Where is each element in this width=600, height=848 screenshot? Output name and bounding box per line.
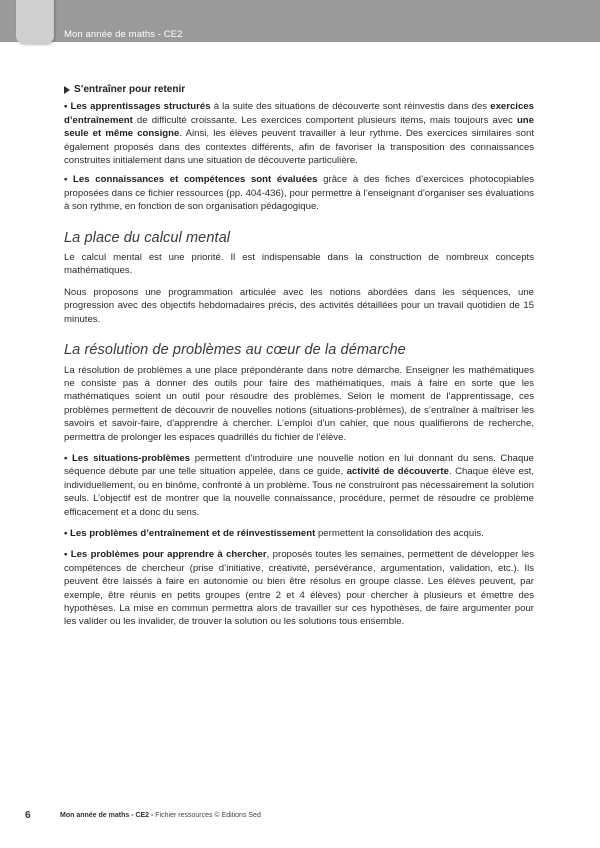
subsection-heading <box>64 83 534 96</box>
text-run: à la suite des situations de découverte sont réinvestis dans des <box>210 101 491 113</box>
header-tab-decoration <box>16 0 54 44</box>
bold-phrase: • Les problèmes d’entraînement et de réinvestissement <box>64 527 316 539</box>
bold-phrase: une seule et même consigne <box>64 114 534 140</box>
paragraph-apprendre-chercher <box>64 548 534 628</box>
text-run: permettent d’introduire une nouvelle notion en lui donnant du sens. Chaque séquence débute par une telle situation appelée, dans ce guide, <box>64 452 534 478</box>
section-title-resolution-problemes: La résolution de problèmes au cœur de la démarche <box>64 342 406 359</box>
text-run: permettent la consolidation des acquis. <box>315 527 484 539</box>
footer-credit <box>60 812 261 819</box>
page-content <box>64 83 534 629</box>
paragraph-calcul-1: Le calcul mental est une priorité. Il est indispensable dans la construction de nombreux concepts mathématiques. <box>64 252 534 277</box>
bold-phrase: • Les situations-problèmes <box>64 452 191 464</box>
page-footer <box>0 810 600 824</box>
text-run: . Chaque élève est, individuellement, ou en binôme, confronté à un problème. Tous ne construiront pas nécessairement la solution seuls. L’objectif est de montrer que la nouvelle connaissance, procédure, permet de résoudre ce problème efficacement et a donc du sens. <box>64 466 534 518</box>
paragraph-problemes-1: La résolution de problèmes a une place prépondérante dans notre démarche. Enseigner les mathématiques ne consiste pas à donner des outils pour faire des mathématiques, mais à faire en sorte que les mathématiques soient un outil pour résoudre des problèmes. Selon le moment de l’apprentissage, ces problèmes permettent de découvrir de nouvelles notions (situations-problèmes), de s’entraîner à maîtriser les savoirs et savoir-faire, d’apprendre à chercher. L’emploi d’un cahier, que nous qualifierons de recherche, permettra de prolonger les espaces quadrillés du fichier de l’élève. <box>64 364 534 443</box>
bold-phrase: • Les problèmes pour apprendre à chercher <box>64 549 267 561</box>
running-header-title: Mon année de maths - CE2 <box>64 29 183 40</box>
bold-phrase: activité de découverte <box>346 466 449 478</box>
triangle-bullet-icon <box>64 86 70 94</box>
bold-phrase: • Les connaissances et compétences sont évaluées <box>64 174 318 186</box>
section-title-calcul-mental: La place du calcul mental <box>64 229 231 246</box>
paragraph-entrainement <box>64 527 534 540</box>
page-number: 6 <box>25 810 31 821</box>
text-run: , proposés toutes les semaines, permettent de développer les compétences de chercheur (prise d’initiative, créativité, persévérance, argumentation, validation, etc.). Ils peuvent être laissés à faire en autonomie ou bien être résolus en groupe classe. Les élèves peuvent, par exemple, être réunis en petits groupes (entre 2 et 4 élèves) pour chercher à plusieurs et émettre des hypothèses. La mise en commun permettra alors de travailler sur ces hypothèses, de faire argumenter pour les valider ou les invalider, de trouver la solution ou les solutions tous ensemble. <box>64 549 534 628</box>
bold-phrase: • Les apprentissages structurés <box>64 101 211 113</box>
bold-phrase: exercices d’entraînement <box>64 101 534 126</box>
paragraph-calcul-2: Nous proposons une programmation articulée avec les notions abordées dans les séquences, une progression avec des objectifs hebdomadaires précis, des activités détaillées pour un travail quotidien de 15 minutes. <box>64 286 534 325</box>
subsection-heading-text: S’entraîner pour retenir <box>74 84 186 95</box>
paragraph-evaluations <box>64 173 534 213</box>
text-run: . Ainsi, les élèves peuvent travailler à leur rythme. Des exercices similaires sont également proposés dans des contextes différents, afin de favoriser la transposition des connaissances construites initialement dans une situation de découverte particulière. <box>64 128 534 167</box>
text-run: grâce à des fiches d’exercices photocopiables proposées dans ce fichier ressources (pp. 404-436), pour permettre à l’enseignant d’organiser ses évaluations à son rythme, en fonction de son organisation pédagogique. <box>64 174 534 213</box>
footer-title: Mon année de maths - CE2 - <box>60 812 154 819</box>
paragraph-apprentissages <box>64 100 534 167</box>
paragraph-situations-problemes <box>64 452 534 519</box>
footer-copyright: Fichier ressources © Editions Sed <box>153 812 261 819</box>
text-run: de difficulté croissante. Les exercices comportent plusieurs items, mais toujours avec <box>132 114 517 126</box>
